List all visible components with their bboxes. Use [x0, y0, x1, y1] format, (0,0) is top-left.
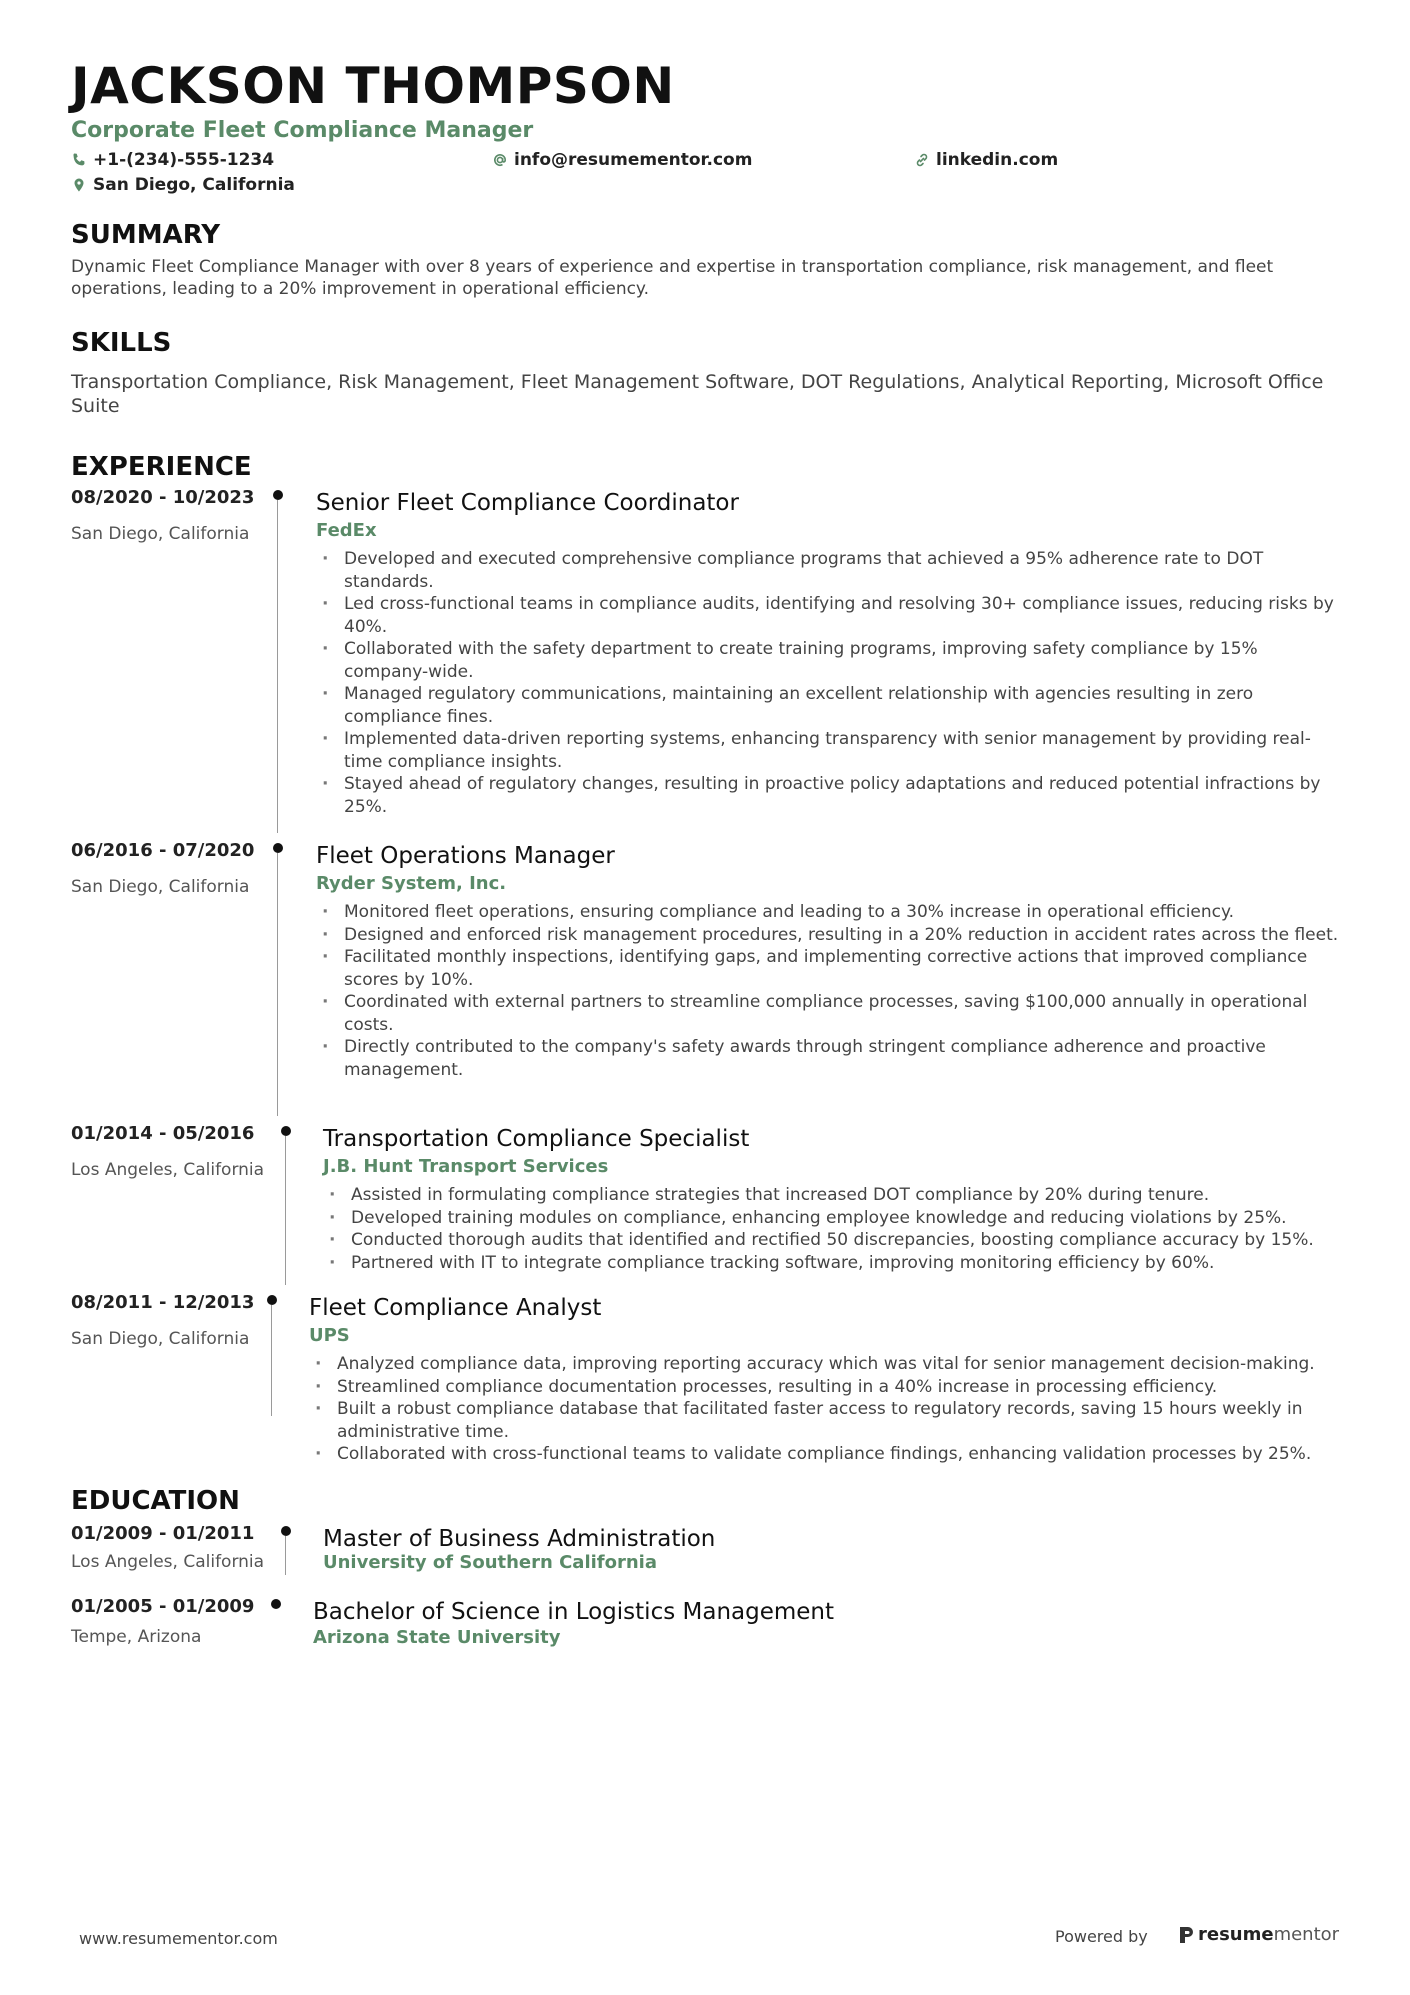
education-entry — [71, 1522, 1341, 1595]
contact-linkedin — [914, 150, 1058, 170]
experience-entry — [71, 1122, 1341, 1291]
timeline-line — [277, 853, 278, 1116]
powered-by-label: Powered by — [1055, 1927, 1148, 1946]
achievement-item: · Directly contributed to the company's safety awards through stringent compliance adherence and proactive management. — [316, 1036, 1341, 1081]
contact-phone — [71, 150, 274, 170]
footer-website[interactable]: www.resumementor.com — [79, 1929, 278, 1948]
timeline-rail — [267, 839, 316, 1122]
entry-dates: 01/2005 - 01/2009 — [71, 1596, 255, 1617]
at-icon — [492, 152, 508, 168]
job-title: Fleet Compliance Analyst — [309, 1295, 602, 1321]
achievement-list — [323, 1184, 1341, 1274]
timeline-dot — [281, 1526, 291, 1536]
achievement-item: · Implemented data-driven reporting systems, enhancing transparency with senior management by providing real-time compliance insights. — [316, 728, 1341, 773]
job-title: Transportation Compliance Specialist — [323, 1126, 750, 1152]
timeline-rail — [275, 1122, 323, 1291]
timeline-rail — [265, 1595, 313, 1665]
job-title: Senior Fleet Compliance Coordinator — [316, 490, 739, 516]
timeline-line — [285, 1136, 286, 1285]
summary-heading: SUMMARY — [71, 220, 221, 250]
achievement-item: · Assisted in formulating compliance strategies that increased DOT compliance by 20% during tenure. — [323, 1184, 1341, 1207]
company-name: J.B. Hunt Transport Services — [323, 1156, 609, 1177]
timeline-dot — [271, 1599, 281, 1609]
brand-name-light: mentor — [1273, 1924, 1340, 1945]
skills-section — [71, 326, 1341, 418]
achievement-item: · Analyzed compliance data, improving reporting accuracy which was vital for senior management decision-making. — [309, 1353, 1341, 1376]
achievement-item: · Managed regulatory communications, maintaining an excellent relationship with agencies resulting in zero compliance fines. — [316, 683, 1341, 728]
experience-section — [71, 450, 1341, 1466]
achievement-item: · Monitored fleet operations, ensuring compliance and leading to a 30% increase in operational efficiency. — [316, 901, 1341, 924]
school-name: University of Southern California — [323, 1552, 658, 1573]
contact-location — [71, 175, 295, 195]
timeline-rail — [267, 486, 316, 839]
contact-email — [492, 150, 752, 170]
phone-icon — [71, 152, 87, 168]
entry-dates: 08/2011 - 12/2013 — [71, 1292, 255, 1313]
achievement-list — [309, 1353, 1341, 1466]
brand-mark-icon — [1178, 1925, 1194, 1945]
entry-dates: 01/2009 - 01/2011 — [71, 1523, 255, 1544]
degree-title: Bachelor of Science in Logistics Management — [313, 1599, 835, 1625]
timeline-dot — [281, 1126, 291, 1136]
contact-info — [71, 148, 1341, 200]
achievement-item: · Collaborated with the safety department to create training programs, improving safety compliance by 15% company-wide. — [316, 638, 1341, 683]
summary-section — [71, 218, 1341, 300]
education-heading: EDUCATION — [71, 1486, 240, 1516]
entry-location: San Diego, California — [71, 524, 250, 544]
candidate-role: Corporate Fleet Compliance Manager — [71, 118, 534, 143]
entry-location: Los Angeles, California — [71, 1160, 265, 1180]
brand-name-bold: resume — [1198, 1924, 1274, 1945]
achievement-list — [316, 548, 1341, 818]
timeline-rail — [261, 1291, 309, 1466]
experience-entry — [71, 486, 1341, 839]
entry-location: Los Angeles, California — [71, 1552, 265, 1572]
link-icon — [914, 152, 930, 168]
timeline-dot — [273, 843, 283, 853]
company-name: Ryder System, Inc. — [316, 873, 507, 894]
degree-title: Master of Business Administration — [323, 1526, 716, 1552]
job-title: Fleet Operations Manager — [316, 843, 615, 869]
skills-heading: SKILLS — [71, 328, 172, 358]
location-text: San Diego, California — [93, 175, 295, 195]
summary-text: Dynamic Fleet Compliance Manager with over 8 years of experience and expertise in transportation compliance, risk management, and fleet operations, leading to a 20% improvement in operational efficiency. — [71, 257, 1274, 299]
phone-text: +1-(234)-555-1234 — [93, 150, 275, 170]
entry-location: San Diego, California — [71, 1329, 250, 1349]
company-name: FedEx — [316, 520, 377, 541]
achievement-item: · Coordinated with external partners to streamline compliance processes, saving $100,000 annually in operational costs. — [316, 991, 1341, 1036]
timeline-line — [277, 500, 278, 833]
resume-page — [71, 56, 1341, 1665]
school-name: Arizona State University — [313, 1627, 561, 1648]
achievement-item: · Developed training modules on compliance, enhancing employee knowledge and reducing violations by 25%. — [323, 1207, 1341, 1230]
experience-entry — [71, 839, 1341, 1122]
experience-heading: EXPERIENCE — [71, 452, 252, 482]
entry-location: San Diego, California — [71, 877, 250, 897]
entry-dates: 01/2014 - 05/2016 — [71, 1123, 255, 1144]
timeline-line — [271, 1305, 272, 1416]
skills-text: Transportation Compliance, Risk Management, Fleet Management Software, DOT Regulations, Analytical Reporting, Microsoft Office Suite — [71, 371, 1324, 417]
achievement-list — [316, 901, 1341, 1081]
entry-location: Tempe, Arizona — [71, 1627, 202, 1647]
achievement-item: · Led cross-functional teams in compliance audits, identifying and resolving 30+ compliance issues, reducing risks by 40%. — [316, 593, 1341, 638]
map-pin-icon — [71, 177, 87, 193]
company-name: UPS — [309, 1325, 350, 1346]
linkedin-text: linkedin.com — [936, 150, 1059, 170]
education-entry — [71, 1595, 1341, 1665]
entry-dates: 06/2016 - 07/2020 — [71, 840, 255, 861]
achievement-item: · Built a robust compliance database that facilitated faster access to regulatory records, saving 15 hours weekly in administrative time. — [309, 1398, 1341, 1443]
entry-dates: 08/2020 - 10/2023 — [71, 487, 255, 508]
achievement-item: · Facilitated monthly inspections, identifying gaps, and implementing corrective actions that improved compliance scores by 10%. — [316, 946, 1341, 991]
achievement-item: · Stayed ahead of regulatory changes, resulting in proactive policy adaptations and reduced potential infractions by 25%. — [316, 773, 1341, 818]
candidate-name: JACKSON THOMPSON — [71, 57, 675, 115]
achievement-item: · Streamlined compliance documentation processes, resulting in a 40% increase in processing efficiency. — [309, 1376, 1341, 1399]
timeline-rail — [275, 1522, 323, 1595]
experience-entry — [71, 1291, 1341, 1466]
timeline-dot — [273, 490, 283, 500]
email-text: info@resumementor.com — [514, 150, 753, 170]
achievement-item: · Collaborated with cross-functional teams to validate compliance findings, enhancing validation processes by 25%. — [309, 1443, 1341, 1466]
timeline-line — [285, 1536, 286, 1575]
achievement-item: · Partnered with IT to integrate compliance tracking software, improving monitoring efficiency by 60%. — [323, 1252, 1341, 1275]
timeline-dot — [267, 1295, 277, 1305]
achievement-item: · Developed and executed comprehensive compliance programs that achieved a 95% adherence rate to DOT standards. — [316, 548, 1341, 593]
achievement-item: · Conducted thorough audits that identified and rectified 50 discrepancies, boosting compliance accuracy by 15%. — [323, 1229, 1341, 1252]
education-section — [71, 1484, 1341, 1665]
brand-logo[interactable] — [1178, 1924, 1339, 1945]
achievement-item: · Designed and enforced risk management procedures, resulting in a 20% reduction in accident rates across the fleet. — [316, 924, 1341, 947]
